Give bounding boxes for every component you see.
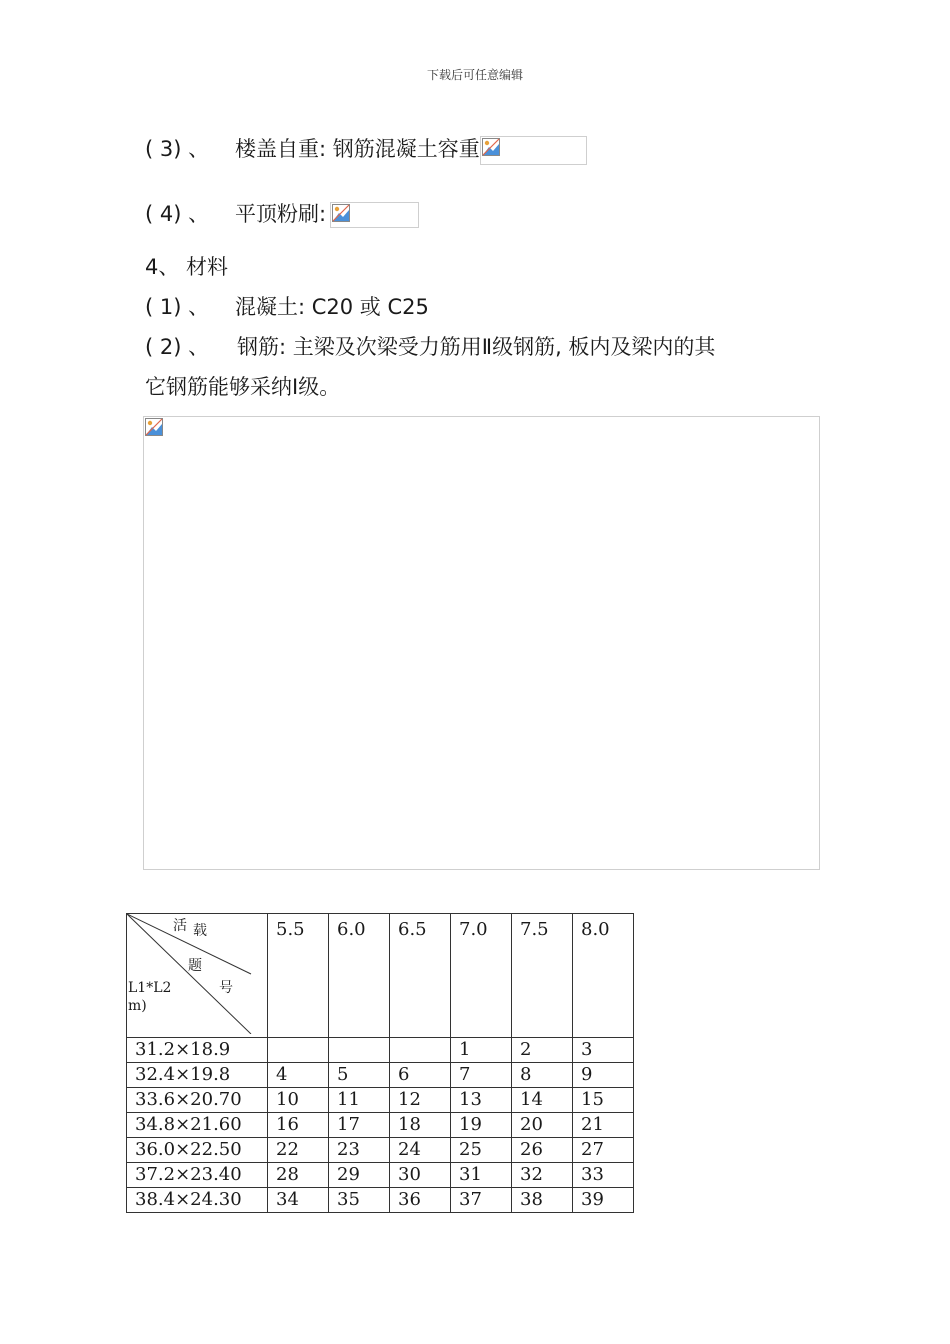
problem-number-cell: 29 [329,1163,390,1188]
problem-number-cell: 26 [512,1138,573,1163]
concrete-text: 混凝土: C20 或 C25 [235,295,429,319]
load-header-cell: 5.5 [268,914,329,1038]
corner-label-top-2: 载 [193,923,207,939]
floor-weight-text: 楼盖自重: 钢筋混凝土容重 [235,137,480,161]
problem-number-cell: 12 [390,1088,451,1113]
problem-number-cell: 27 [573,1138,634,1163]
corner-label-top-1: 活 [173,918,187,934]
rebar-line-continued: 它钢筋能够采纳Ⅰ级。 [145,375,341,399]
problem-number-cell: 15 [573,1088,634,1113]
load-header-cell: 7.5 [512,914,573,1038]
problem-number-cell: 20 [512,1113,573,1138]
page-header: 下载后可任意编辑 [426,68,523,82]
table-corner-cell [127,914,268,1038]
load-assignment-table [126,913,634,1213]
concrete-prefix: ( 1) 、 [145,295,210,319]
problem-number-cell: 18 [390,1113,451,1138]
problem-number-cell: 5 [329,1063,390,1088]
problem-number-cell: 39 [573,1188,634,1213]
problem-number-cell: 34 [268,1188,329,1213]
problem-number-cell: 35 [329,1188,390,1213]
load-header-cell: 7.0 [451,914,512,1038]
problem-number-cell: 25 [451,1138,512,1163]
dimension-cell: 33.6×20.70 [127,1088,268,1113]
corner-label-right: 号 [219,980,233,996]
problem-number-cell: 37 [451,1188,512,1213]
problem-number-cell: 11 [329,1088,390,1113]
corner-label-mid: 题 [188,958,202,974]
materials-heading: 4、 材料 [145,255,229,279]
corner-label-left-2: m) [128,998,147,1014]
problem-number-cell: 19 [451,1113,512,1138]
dimension-cell: 34.8×21.60 [127,1113,268,1138]
problem-number-cell: 3 [573,1038,634,1063]
problem-number-cell: 1 [451,1038,512,1063]
problem-number-cell: 21 [573,1113,634,1138]
problem-number-cell: 2 [512,1038,573,1063]
problem-number-cell: 16 [268,1113,329,1138]
problem-number-cell: 10 [268,1088,329,1113]
broken-image-icon [332,204,350,222]
load-header-cell: 6.5 [390,914,451,1038]
table-row [127,1163,634,1188]
floor-weight-line [145,134,587,165]
problem-number-cell: 36 [390,1188,451,1213]
broken-image-icon [482,138,500,156]
problem-number-cell: 30 [390,1163,451,1188]
ceiling-prefix: ( 4) 、 [145,202,210,226]
problem-number-cell [268,1038,329,1063]
table-row [127,1113,634,1138]
rebar-prefix: ( 2) 、 [145,335,210,359]
concrete-line [145,292,429,322]
problem-number-cell: 14 [512,1088,573,1113]
corner-label-left-1: L1*L2 [128,980,172,996]
dimension-cell: 37.2×23.40 [127,1163,268,1188]
floor-weight-prefix: ( 3) 、 [145,137,210,161]
problem-number-cell: 33 [573,1163,634,1188]
table-row [127,1088,634,1113]
rebar-line [145,332,715,362]
load-header-cell: 6.0 [329,914,390,1038]
dimension-cell: 31.2×18.9 [127,1038,268,1063]
problem-number-cell: 22 [268,1138,329,1163]
problem-number-cell: 6 [390,1063,451,1088]
problem-number-cell [329,1038,390,1063]
problem-number-cell: 24 [390,1138,451,1163]
floor-plan-image [143,416,820,870]
table-row [127,1063,634,1088]
problem-number-cell: 17 [329,1113,390,1138]
problem-number-cell: 8 [512,1063,573,1088]
ceiling-text: 平顶粉刷: [235,202,327,226]
ceiling-plaster-line [145,199,419,229]
table-row [127,1188,634,1213]
table-row [127,1138,634,1163]
problem-number-cell [390,1038,451,1063]
problem-number-cell: 32 [512,1163,573,1188]
dimension-cell: 38.4×24.30 [127,1188,268,1213]
broken-image-icon [145,418,163,436]
problem-number-cell: 28 [268,1163,329,1188]
problem-number-cell: 38 [512,1188,573,1213]
problem-number-cell: 31 [451,1163,512,1188]
ceiling-plaster-image [330,202,419,228]
problem-number-cell: 13 [451,1088,512,1113]
problem-number-cell: 23 [329,1138,390,1163]
load-header-cell: 8.0 [573,914,634,1038]
dimension-cell: 36.0×22.50 [127,1138,268,1163]
problem-number-cell: 9 [573,1063,634,1088]
concrete-density-image [480,136,587,165]
rebar-text: 钢筋: 主梁及次梁受力筋用Ⅱ级钢筋, 板内及梁内的其 [237,335,716,359]
problem-number-cell: 4 [268,1063,329,1088]
problem-number-cell: 7 [451,1063,512,1088]
table-header-row [127,914,634,1038]
dimension-cell: 32.4×19.8 [127,1063,268,1088]
table-row [127,1038,634,1063]
